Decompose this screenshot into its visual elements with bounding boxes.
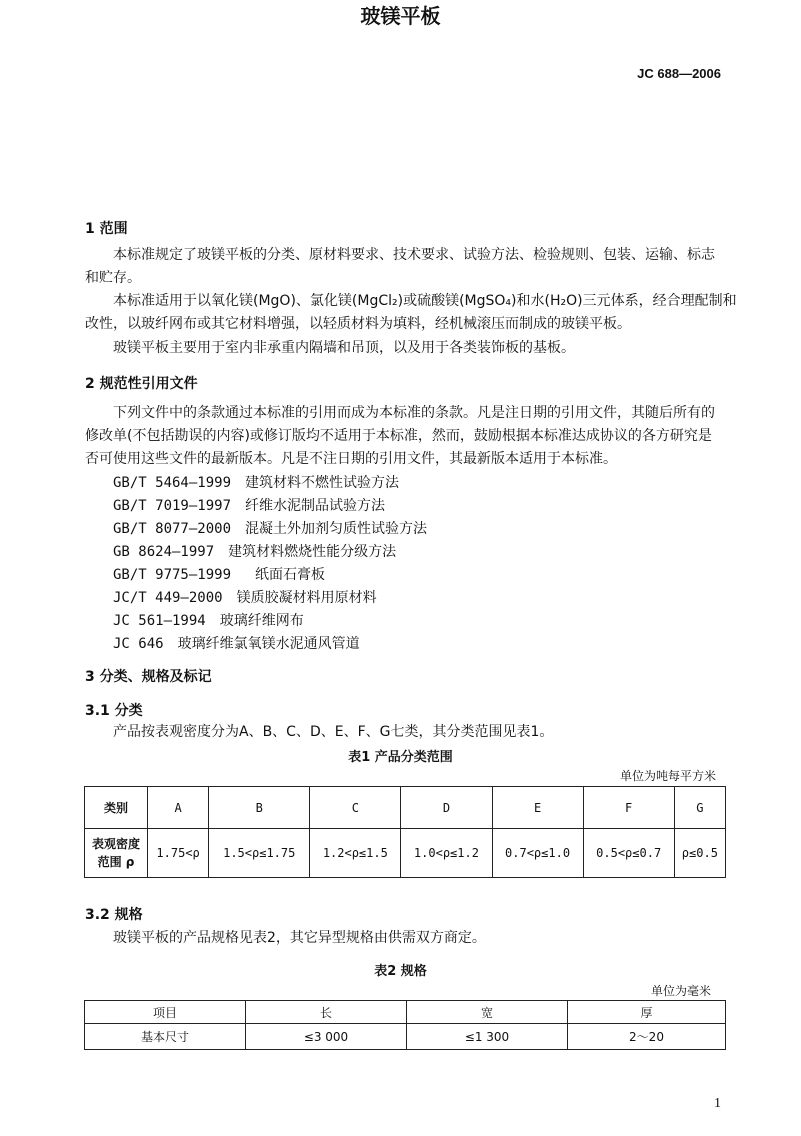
table-header-cell: D [401,787,492,829]
page-title: 玻镁平板 [360,4,441,28]
reference-code: GB/T 9775—1999 [113,567,232,583]
reference-name: 混凝土外加剂匀质性试验方法 [245,521,428,537]
s1-paragraph-2a: 本标准适用于以氧化镁(MgO)、氯化镁(MgCl₂)或硫酸镁(MgSO₄)和水(H₂O)三元体系，经合理配制和 [113,293,737,309]
reference-item [113,518,427,538]
s1-paragraph-3: 玻镁平板主要用于室内非承重内隔墙和吊顶，以及用于各类装饰板的基板。 [113,340,575,356]
section-1-heading: 1 范围 [85,221,128,237]
table-cell: ρ≤0.5 [674,829,725,878]
table-cell: 0.5<ρ≤0.7 [583,829,674,878]
table-row [85,829,726,878]
table-header-cell: 类别 [85,787,148,829]
table-header-cell: E [492,787,583,829]
table-header-cell: 项目 [85,1001,246,1024]
s31-text: 产品按表观密度分为A、B、C、D、E、F、G七类，其分类范围见表1。 [113,724,554,740]
reference-code: GB 8624—1997 [113,544,215,560]
table-2 [84,1000,726,1050]
reference-name: 纸面石膏板 [255,567,326,583]
reference-item [113,541,396,561]
row-label-line: 表观密度 [91,837,140,852]
reference-item [113,610,304,630]
table-cell: 0.7<ρ≤1.0 [492,829,583,878]
reference-item [113,472,399,492]
section-2-heading: 2 规范性引用文件 [85,376,198,392]
table-cell: 2～20 [568,1024,726,1050]
table-cell: ≤3 000 [246,1024,407,1050]
section-3-2-heading: 3.2 规格 [85,907,143,923]
s2-paragraph-1b: 修改单(不包括勘误的内容)或修订版均不适用于本标准，然而，鼓励根据本标准达成协议的各方研究是 [85,428,712,444]
table-header-cell: 宽 [407,1001,568,1024]
reference-item [113,564,325,584]
table-1-caption: 表1 产品分类范围 [348,750,453,765]
reference-name: 镁质胶凝材料用原材料 [236,590,377,606]
table-header-cell: 厚 [568,1001,726,1024]
row-label-line: 范围 ρ [97,855,135,870]
table-1-unit: 单位为吨每平方米 [619,769,716,783]
table-cell: 基本尺寸 [85,1024,246,1050]
section-3-1-heading: 3.1 分类 [85,703,143,719]
table-cell: ≤1 300 [407,1024,568,1050]
reference-name: 建筑材料燃烧性能分级方法 [228,544,397,560]
s1-paragraph-2b: 改性，以玻纤网布或其它材料增强，以轻质材料为填料，经机械滚压而制成的玻镁平板。 [85,316,631,332]
table-cell: 1.75<ρ [148,829,209,878]
reference-name: 玻璃纤维网布 [219,613,304,629]
table-row [85,787,726,829]
table-header-cell: 长 [246,1001,407,1024]
s1-paragraph-1a: 本标准规定了玻镁平板的分类、原材料要求、技术要求、试验方法、检验规则、包装、运输、标志 [113,247,715,263]
table-row [85,1024,726,1050]
reference-item [113,633,360,653]
reference-code: JC 646 [113,636,164,652]
s32-text: 玻镁平板的产品规格见表2，其它异型规格由供需双方商定。 [113,930,486,946]
reference-item [113,495,385,515]
table-header-cell: A [148,787,209,829]
s2-paragraph-1c: 否可使用这些文件的最新版本。凡是不注日期的引用文件，其最新版本适用于本标准。 [85,451,617,467]
table-cell: 1.5<ρ≤1.75 [209,829,310,878]
table-header-cell: C [310,787,401,829]
table-1 [84,786,726,878]
s2-paragraph-1a: 下列文件中的条款通过本标准的引用而成为本标准的条款。凡是注日期的引用文件，其随后所有的 [113,405,715,421]
reference-item [113,587,377,607]
reference-name: 建筑材料不燃性试验方法 [245,475,400,491]
s1-paragraph-1b: 和贮存。 [85,270,141,286]
reference-code: GB/T 5464—1999 [113,475,232,491]
table-header-cell: F [583,787,674,829]
reference-code: GB/T 7019—1997 [113,498,232,514]
page-number: 1 [714,1096,721,1111]
table-2-unit: 单位为毫米 [650,984,711,998]
table-cell: 1.2<ρ≤1.5 [310,829,401,878]
reference-code: JC/T 449—2000 [113,590,223,606]
reference-name: 玻璃纤维氯氧镁水泥通风管道 [177,636,360,652]
table-cell: 1.0<ρ≤1.2 [401,829,492,878]
row-label-cell [85,829,148,878]
table-row [85,1001,726,1024]
table-header-cell: G [674,787,725,829]
standard-number: JC 688—2006 [637,66,721,81]
section-3-heading: 3 分类、规格及标记 [85,669,212,685]
reference-code: JC 561—1994 [113,613,206,629]
reference-name: 纤维水泥制品试验方法 [245,498,386,514]
table-2-caption: 表2 规格 [374,964,427,979]
table-header-cell: B [209,787,310,829]
reference-code: GB/T 8077—2000 [113,521,232,537]
